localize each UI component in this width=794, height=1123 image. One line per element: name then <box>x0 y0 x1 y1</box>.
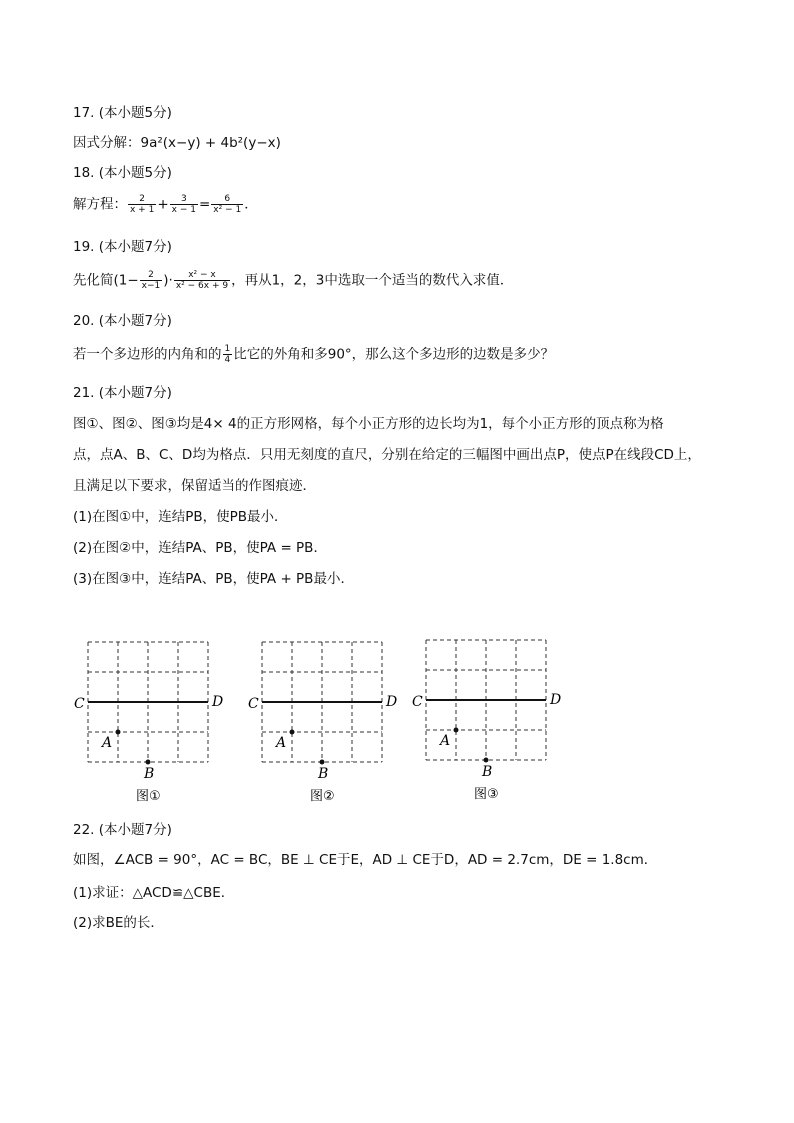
q18-fraction-3: $\frac{6}{\text{x² − 1}}$ <box>213 194 242 215</box>
q19-expression: 先化简(1− $\frac{2}{x-1}$ )· $\frac{\text{x² − x}}{\text{x² − 6x + 9}}$ ，再从1，2，3中选取一个适当的数代入求值． <box>73 270 514 291</box>
label-a: A <box>276 735 287 751</box>
q20-header: 20. (本小题7分) <box>73 313 172 329</box>
label-d: D <box>386 694 398 710</box>
figure-1 <box>70 632 230 812</box>
point-a <box>290 730 295 735</box>
q19-fraction-2: $\frac{\text{x² − x}}{\text{x² − 6x + 9}}$ <box>175 270 229 291</box>
point-a <box>454 728 459 733</box>
figure-3 <box>408 630 568 810</box>
q18-prefix: 解方程： <box>73 196 127 213</box>
point-a <box>116 730 121 735</box>
label-a: A <box>102 735 113 751</box>
label-b: B <box>144 766 155 782</box>
q20-fraction: $\frac{1}{4}$ <box>224 344 231 365</box>
q17-text: 因式分解：9a²(x−y) + 4b²(y−x) <box>73 135 281 151</box>
point-b <box>320 760 325 765</box>
label-d: D <box>550 692 562 708</box>
q18-fraction-2: $\frac{3}{x - 1}$ <box>171 194 196 215</box>
q22-text: 如图，∠ACB = 90°，AC = BC，BE ⊥ CE于E，AD ⊥ CE于D，AD = 2.7cm，DE = 1.8cm． <box>73 852 658 868</box>
q22-sub-2: (2)求BE的长． <box>73 915 164 931</box>
label-b: B <box>318 766 329 782</box>
q20-text: 若一个多边形的内角和的 $\frac{1}{4}$ 比它的外角和多90°，那么这个多边形的边数是多少？ <box>73 344 555 365</box>
figure-3-caption: 图③ <box>474 787 499 802</box>
figure-2 <box>244 632 404 812</box>
q21-sub-1: (1)在图①中，连结PB，使PB最小． <box>73 509 288 525</box>
q18-equation: 解方程： $\frac{2}{x + 1}$ + $\frac{3}{x - 1}$ = $\frac{6}{\text{x² − 1}}$ ． <box>73 194 258 215</box>
q22-sub-1: (1)求证：△ACD≌△CBE． <box>73 885 235 901</box>
q21-header: 21. (本小题7分) <box>73 385 172 401</box>
label-b: B <box>482 764 493 780</box>
q18-header: 18. (本小题5分) <box>73 165 172 181</box>
q21-line-1: 图①、图②、图③均是4× 4的正方形网格，每个小正方形的边长均为1，每个小正方形的顶点称为格 <box>73 416 664 432</box>
label-d: D <box>212 694 224 710</box>
label-c: C <box>74 696 85 712</box>
label-c: C <box>412 694 423 710</box>
q19-header: 19. (本小题7分) <box>73 239 172 255</box>
label-c: C <box>248 696 259 712</box>
figure-2-caption: 图② <box>310 789 335 804</box>
q22-header: 22. (本小题7分) <box>73 822 172 838</box>
point-b <box>484 758 489 763</box>
q18-fraction-1: $\frac{2}{x + 1}$ <box>130 194 155 215</box>
q21-line-3: 且满足以下要求，保留适当的作图痕迹． <box>73 478 316 494</box>
q17-header: 17. (本小题5分) <box>73 105 172 121</box>
q21-sub-3: (3)在图③中，连结PA、PB，使PA + PB最小． <box>73 571 354 587</box>
point-b <box>146 760 151 765</box>
q21-line-2: 点，点A、B、C、D均为格点．只用无刻度的直尺，分别在给定的三幅图中画出点P，使点P在线段CD上， <box>73 447 701 463</box>
q19-fraction-1: $\frac{2}{x-1}$ <box>141 270 161 291</box>
figure-1-caption: 图① <box>136 789 161 804</box>
q21-sub-2: (2)在图②中，连结PA、PB，使PA = PB． <box>73 540 327 556</box>
label-a: A <box>440 733 451 749</box>
